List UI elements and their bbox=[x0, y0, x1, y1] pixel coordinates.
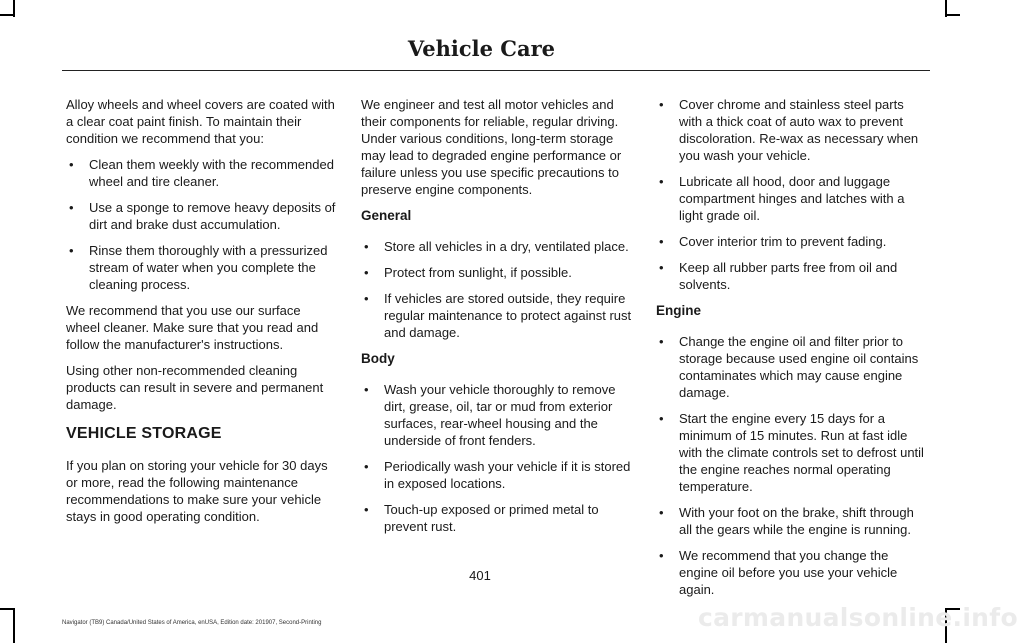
watermark: carmanualsonline.info bbox=[698, 603, 1018, 632]
list-item: • Protect from sunlight, if possible. bbox=[361, 264, 633, 281]
header-divider bbox=[62, 70, 930, 71]
crop-mark bbox=[0, 14, 15, 16]
subheading-body: Body bbox=[361, 351, 395, 366]
general-list bbox=[361, 238, 633, 341]
crop-mark bbox=[13, 608, 15, 643]
crop-mark bbox=[0, 608, 15, 610]
column-2 bbox=[361, 96, 633, 544]
paragraph: If you plan on storing your vehicle for 30 days or more, read the following maintenance recommendations to make sure your vehicle stays in good operating condition. bbox=[66, 458, 328, 524]
list-item: • Wash your vehicle thoroughly to remove dirt, grease, oil, tar or mud from exterior surfaces, rear-wheel housing and the underside of front fenders. bbox=[361, 381, 633, 449]
list-item: • Clean them weekly with the recommended wheel and tire cleaner. bbox=[66, 156, 338, 190]
column-3 bbox=[656, 96, 928, 607]
list-item: • Start the engine every 15 days for a minimum of 15 minutes. Run at fast idle with the climate controls set to defrost until the engine reaches normal operating temperature. bbox=[656, 410, 928, 495]
list-item: • Change the engine oil and filter prior to storage because used engine oil contains contaminates which may cause engine damage. bbox=[656, 333, 928, 401]
wheel-care-list bbox=[66, 156, 338, 293]
page-title: Vehicle Care bbox=[407, 36, 555, 61]
list-item: • Lubricate all hood, door and luggage compartment hinges and latches with a light grade oil. bbox=[656, 173, 928, 224]
list-item: • Store all vehicles in a dry, ventilated place. bbox=[361, 238, 633, 255]
intro-paragraph: We engineer and test all motor vehicles and their components for reliable, regular driving. Under various conditions, long-term storage may lead to degraded engine performance or failure unless you use specific precautions to preserve engine components. bbox=[361, 97, 622, 197]
subheading-general: General bbox=[361, 208, 412, 223]
paragraph: Using other non-recommended cleaning products can result in severe and permanent damage. bbox=[66, 363, 324, 412]
crop-mark bbox=[945, 14, 960, 16]
intro-paragraph: Alloy wheels and wheel covers are coated with a clear coat paint finish. To maintain their condition we recommend that you: bbox=[66, 97, 335, 146]
page-number: 401 bbox=[469, 568, 491, 583]
column-1 bbox=[66, 96, 338, 534]
edition-footer: Navigator (TB9) Canada/United States of America, enUSA, Edition date: 201907, Second-Printing bbox=[62, 620, 322, 626]
list-item: • With your foot on the brake, shift through all the gears while the engine is running. bbox=[656, 504, 928, 538]
paragraph: We recommend that you use our surface wheel cleaner. Make sure that you read and follow the manufacturer's instructions. bbox=[66, 303, 319, 352]
section-heading: VEHICLE STORAGE bbox=[66, 425, 222, 442]
list-item: • We recommend that you change the engine oil before you use your vehicle again. bbox=[656, 547, 928, 598]
subheading-engine: Engine bbox=[656, 303, 702, 318]
list-item: • Periodically wash your vehicle if it is stored in exposed locations. bbox=[361, 458, 633, 492]
engine-list bbox=[656, 333, 928, 598]
list-item: • If vehicles are stored outside, they require regular maintenance to protect against rust and damage. bbox=[361, 290, 633, 341]
list-item: • Keep all rubber parts free from oil and solvents. bbox=[656, 259, 928, 293]
list-item: • Cover chrome and stainless steel parts with a thick coat of auto wax to prevent discoloration. Re-wax as necessary when you wash your vehicle. bbox=[656, 96, 928, 164]
list-item: • Rinse them thoroughly with a pressurized stream of water when you complete the cleaning process. bbox=[66, 242, 338, 293]
list-item: • Cover interior trim to prevent fading. bbox=[656, 233, 928, 250]
body-list-continued bbox=[656, 96, 928, 293]
list-item: • Touch-up exposed or primed metal to prevent rust. bbox=[361, 501, 633, 535]
list-item: • Use a sponge to remove heavy deposits of dirt and brake dust accumulation. bbox=[66, 199, 338, 233]
body-list bbox=[361, 381, 633, 535]
